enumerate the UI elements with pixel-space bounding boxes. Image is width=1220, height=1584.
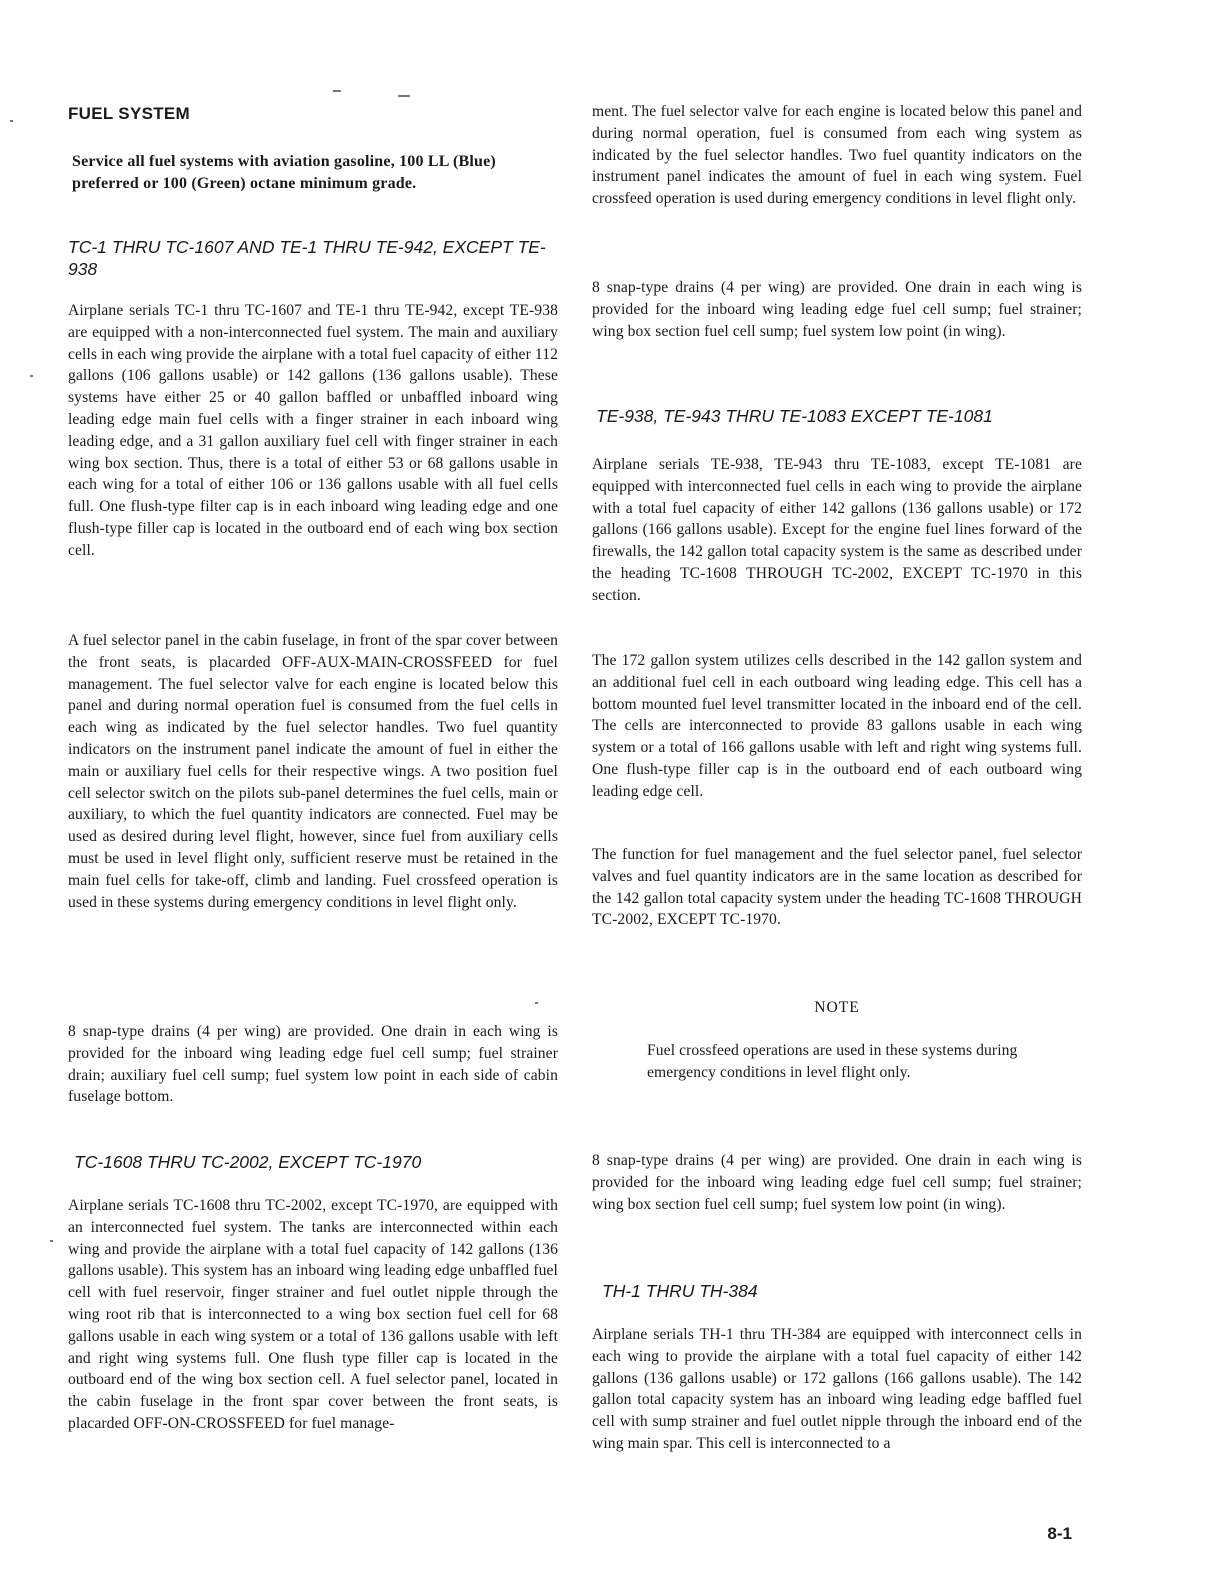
paragraph	[592, 277, 1082, 342]
paragraph-tc1608-continued: ment. The fuel selector valve for each engine is located below this panel and during normal operation, fuel is consumed from each wing system as indicated by the fuel selector handles. Two fuel quantity indicators on the instrument panel indicates the amount of fuel in each wing system. Fuel crossfeed operation is used during emergency conditions in level flight only.	[592, 103, 1082, 208]
service-note-text: Service all fuel systems with aviation gasoline, 100 LL (Blue) preferred or 100 (Green) octane minimum grade.	[72, 153, 496, 192]
paragraph	[592, 1324, 1082, 1455]
scan-speck	[398, 95, 410, 97]
paragraph-te938-172-system: The 172 gallon system utilizes cells described in the 142 gallon system and an additional fuel cell in each outboard wing leading edge. This cell has a bottom mounted fuel level transmitter located in the inboard end of the cell. The cells are interconnected to provide 83 gallons usable in each wing system or a total of 166 gallons usable with left and right wing systems full. One flush-type filler cap is in the outboard end of each outboard wing leading edge cell.	[592, 652, 1082, 800]
scan-speck	[333, 90, 341, 92]
page-number: 8-1	[1047, 1524, 1072, 1543]
section-heading-tc1608: TC-1608 THRU TC-2002, EXCEPT TC-1970	[74, 1152, 422, 1172]
paragraph	[68, 630, 558, 913]
scan-speck	[30, 375, 33, 377]
scan-speck	[50, 1240, 53, 1242]
section-heading	[596, 405, 1086, 427]
section-heading-tc1: TC-1 THRU TC-1607 AND TE-1 THRU TE-942, EXCEPT TE-938	[68, 237, 546, 279]
section-heading	[68, 236, 548, 280]
service-note	[72, 151, 542, 195]
page-title: FUEL SYSTEM	[68, 104, 191, 123]
section-heading	[602, 1280, 1092, 1302]
paragraph	[68, 1021, 558, 1108]
scan-speck	[535, 1002, 538, 1004]
paragraph-tc1608-serials: Airplane serials TC-1608 thru TC-2002, except TC-1970, are equipped with an interconnected fuel system. The tanks are interconnected within each wing and provide the airplane with a total fuel capacity of 142 gallons (136 gallons usable). This system has an inboard wing leading edge unbaffled fuel cell with fuel reservoir, finger strainer and fuel outlet nipple through the wing root rib that is interconnected to a wing box section fuel cell for 68 gallons usable in each wing system or a total of 136 gallons usable with left and right wing systems full. One flush type filler cap is located in the outboard end of the wing box section cell. A fuel selector panel, located in the cabin fuselage in the front spar cover between the front seats, is placarded OFF-ON-CROSSFEED for fuel manage-	[68, 1197, 558, 1432]
section-heading-th1: TH-1 THRU TH-384	[602, 1281, 758, 1301]
paragraph	[592, 454, 1082, 607]
paragraph-tc1608-drains: 8 snap-type drains (4 per wing) are provided. One drain in each wing is provided for the inboard wing leading edge fuel cell sump; fuel strainer; wing box section fuel cell sump; fuel system low point (in wing).	[592, 279, 1082, 340]
paragraph	[592, 844, 1082, 931]
paragraph-te938-function: The function for fuel management and the fuel selector panel, fuel selector valves and fuel quantity indicators are in the same location as described for the 142 gallon total capacity system under the heading TC-1608 THROUGH TC-2002, EXCEPT TC-1970.	[592, 846, 1082, 929]
paragraph	[68, 300, 558, 562]
paragraph-tc1-drains: 8 snap-type drains (4 per wing) are provided. One drain in each wing is provided for the inboard wing leading edge fuel cell sump; fuel strainer drain; auxiliary fuel cell sump; fuel system low point in each side of cabin fuselage bottom.	[68, 1023, 558, 1106]
paragraph-tc1-selector: A fuel selector panel in the cabin fuselage, in front of the spar cover between the front seats, is placarded OFF-AUX-MAIN-CROSSFEED for fuel management. The fuel selector valve for each engine is located below this panel and during normal operation fuel is consumed from the fuel cells in each wing as indicated by the fuel selector handles. Two fuel quantity indicators on the instrument panel indicate the amount of fuel in either the main or auxiliary fuel cells for their respective wings. A two position fuel cell selector switch on the pilots sub-panel determines the fuel cells, main or auxiliary, to which the fuel quantity indicators are connected. Fuel may be used as desired during level flight, however, since fuel from auxiliary cells must be used in level flight only, sufficient reserve must be retained in the main fuel cells for take-off, climb and landing. Fuel crossfeed operation is used in these systems during emergency conditions in level flight only.	[68, 632, 558, 911]
paragraph	[592, 1150, 1082, 1215]
note-body	[647, 1040, 1032, 1084]
paragraph	[592, 650, 1082, 803]
paragraph-tc1-serials: Airplane serials TC-1 thru TC-1607 and TE-1 thru TE-942, except TE-938 are equipped with a non-interconnected fuel system. The main and auxiliary cells in each wing provide the airplane with a total fuel capacity of either 112 gallons (106 gallons usable) or 142 gallons (136 gallons usable). These systems have either 25 or 40 gallon baffled or unbaffled inboard wing leading edge main fuel cells with a finger strainer in each inboard wing leading edge, and a 31 gallon auxiliary fuel cell with finger strainer in each wing box section. Thus, there is a total of either 53 or 68 gallons usable in each wing for a total of either 106 or 136 gallons usable with all fuel cells full. One flush-type filter cap is in each inboard wing leading edge and one flush-type filler cap is located in the outboard end of each wing box section cell.	[68, 302, 558, 559]
note-title: NOTE	[814, 999, 860, 1016]
paragraph	[68, 1195, 558, 1435]
scan-speck	[10, 120, 13, 122]
note-text: Fuel crossfeed operations are used in these systems during emergency conditions in level flight only.	[647, 1042, 1018, 1081]
paragraph-te938-drains: 8 snap-type drains (4 per wing) are provided. One drain in each wing is provided for the inboard wing leading edge fuel cell sump; fuel strainer; wing box section fuel cell sump; fuel system low point (in wing).	[592, 1152, 1082, 1213]
section-heading	[74, 1151, 564, 1173]
paragraph	[592, 101, 1082, 210]
section-heading-te938: TE-938, TE-943 THRU TE-1083 EXCEPT TE-1081	[596, 406, 993, 426]
paragraph-te938-serials: Airplane serials TE-938, TE-943 thru TE-1083, except TE-1081 are equipped with interconnected fuel cells in each wing to provide the airplane with a total fuel capacity of either 142 gallons (136 gallons usable) or 172 gallons (166 gallons usable). Except for the engine fuel lines forward of the firewalls, the 142 gallon total capacity system is the same as described under the heading TC-1608 THROUGH TC-2002, EXCEPT TC-1970 in this section.	[592, 456, 1082, 604]
paragraph-th1-serials: Airplane serials TH-1 thru TH-384 are equipped with interconnect cells in each wing to provide the airplane with a total fuel capacity of either 142 gallons (136 gallons usable) or 172 gallons (166 gallons usable). The 142 gallon total capacity system has an inboard wing leading edge baffled fuel cell with sump strainer and fuel outlet nipple through the inboard end of the wing main spar. This cell is interconnected to a	[592, 1326, 1082, 1452]
